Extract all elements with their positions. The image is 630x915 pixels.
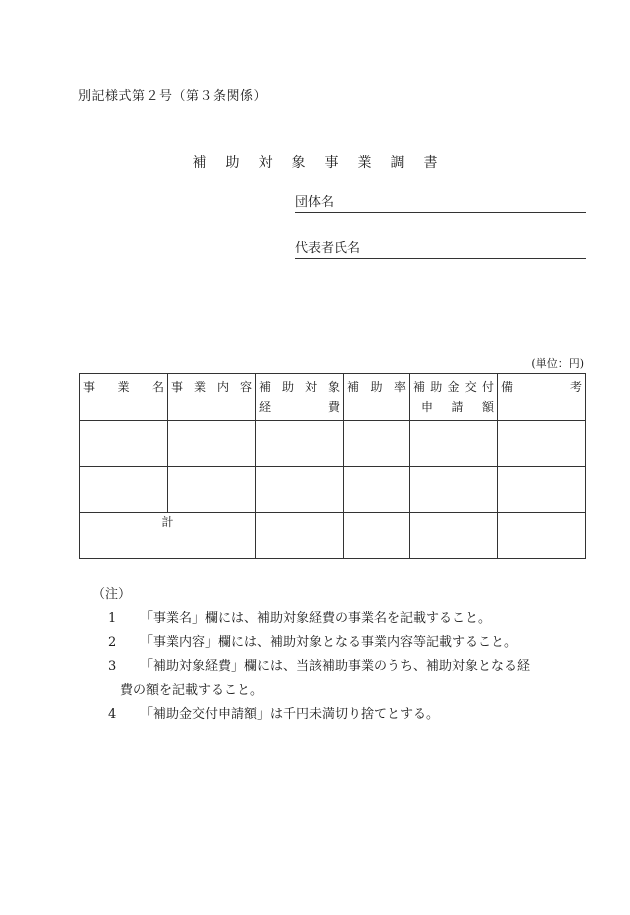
table-cell[interactable] [410, 467, 498, 513]
header-char: 請 [451, 400, 464, 414]
table-cell[interactable] [410, 421, 498, 467]
table-cell[interactable] [168, 421, 256, 467]
header-char: 額 [481, 400, 494, 414]
header-char: 容 [239, 380, 252, 394]
notes-heading: （注） [92, 587, 132, 602]
table-cell[interactable] [80, 421, 168, 467]
note-item [92, 655, 530, 679]
table-cell[interactable] [256, 421, 344, 467]
note-text: 「補助金交付申請額」は千円未満切り捨てとする。 [140, 707, 440, 722]
total-label: 計 [80, 513, 256, 559]
header-cell-application-amount [410, 374, 498, 421]
notes-section [92, 583, 530, 727]
note-item [92, 631, 530, 655]
form-number: 別記様式第２号（第３条関係） [78, 89, 268, 104]
header-line [413, 397, 494, 417]
organization-name-field[interactable] [295, 194, 586, 213]
total-row [80, 513, 586, 559]
header-char: 象 [327, 380, 340, 394]
header-char: 業 [193, 380, 206, 394]
total-cell[interactable] [256, 513, 344, 559]
header-cell-subsidy-rate [344, 374, 410, 421]
header-char: 交 [464, 380, 477, 394]
table-cell[interactable] [168, 467, 256, 513]
note-text: 「事業内容」欄には、補助対象となる事業内容等記載すること。 [140, 635, 518, 650]
header-char: 名 [151, 380, 164, 394]
header-char: 補 [413, 380, 426, 394]
header-char: 経 [259, 400, 272, 414]
header-char: 付 [481, 380, 494, 394]
header-line [259, 377, 340, 397]
note-text: 「補助対象経費」欄には、当該補助事業のうち、補助対象となる経 [140, 659, 531, 674]
note-number: 2 [108, 635, 117, 650]
header-char: 率 [393, 380, 406, 394]
header-line [501, 377, 582, 397]
note-number: 1 [108, 611, 117, 626]
total-cell[interactable] [498, 513, 586, 559]
header-char: 事 [171, 380, 184, 394]
unit-label: (単位：円) [531, 357, 584, 370]
header-char: 助 [370, 380, 383, 394]
note-number: 4 [108, 707, 117, 722]
header-char: 金 [447, 380, 460, 394]
header-line [259, 397, 340, 417]
header-char: 内 [216, 380, 229, 394]
note-text: 「事業名」欄には、補助対象経費の事業名を記載すること。 [140, 611, 492, 626]
representative-name-label: 代表者氏名 [295, 241, 361, 256]
table-cell[interactable] [256, 467, 344, 513]
table-cell[interactable] [498, 467, 586, 513]
table-cell[interactable] [498, 421, 586, 467]
header-char: 助 [281, 380, 294, 394]
header-cell-project-content [168, 374, 256, 421]
document-title: 補助対象事業調書 [192, 155, 457, 171]
note-item [92, 607, 530, 631]
header-line [413, 377, 494, 397]
table-header-row [80, 374, 586, 421]
header-line [347, 377, 406, 397]
table-cell[interactable] [80, 467, 168, 513]
header-char: 備 [501, 380, 514, 394]
total-cell[interactable] [344, 513, 410, 559]
header-char: 助 [430, 380, 443, 394]
header-char: 事 [83, 380, 96, 394]
header-char: 費 [327, 400, 340, 414]
organization-name-label: 団体名 [295, 195, 335, 210]
header-cell-eligible-cost [256, 374, 344, 421]
note-item [92, 703, 530, 727]
header-line [171, 377, 252, 397]
table-cell[interactable] [344, 421, 410, 467]
header-cell-project-name [80, 374, 168, 421]
header-line [83, 377, 164, 397]
total-cell[interactable] [410, 513, 498, 559]
note-continuation: 費の額を記載すること。 [120, 683, 264, 698]
table-cell[interactable] [344, 467, 410, 513]
representative-name-field[interactable] [295, 240, 586, 259]
header-cell-remarks [498, 374, 586, 421]
header-char: 業 [117, 380, 130, 394]
header-char: 考 [569, 380, 582, 394]
table-row [80, 421, 586, 467]
header-char: 申 [421, 400, 434, 414]
subsidy-table [79, 373, 586, 559]
header-char: 補 [259, 380, 272, 394]
header-char: 補 [347, 380, 360, 394]
note-number: 3 [108, 659, 117, 674]
table-row [80, 467, 586, 513]
header-char: 対 [304, 380, 317, 394]
